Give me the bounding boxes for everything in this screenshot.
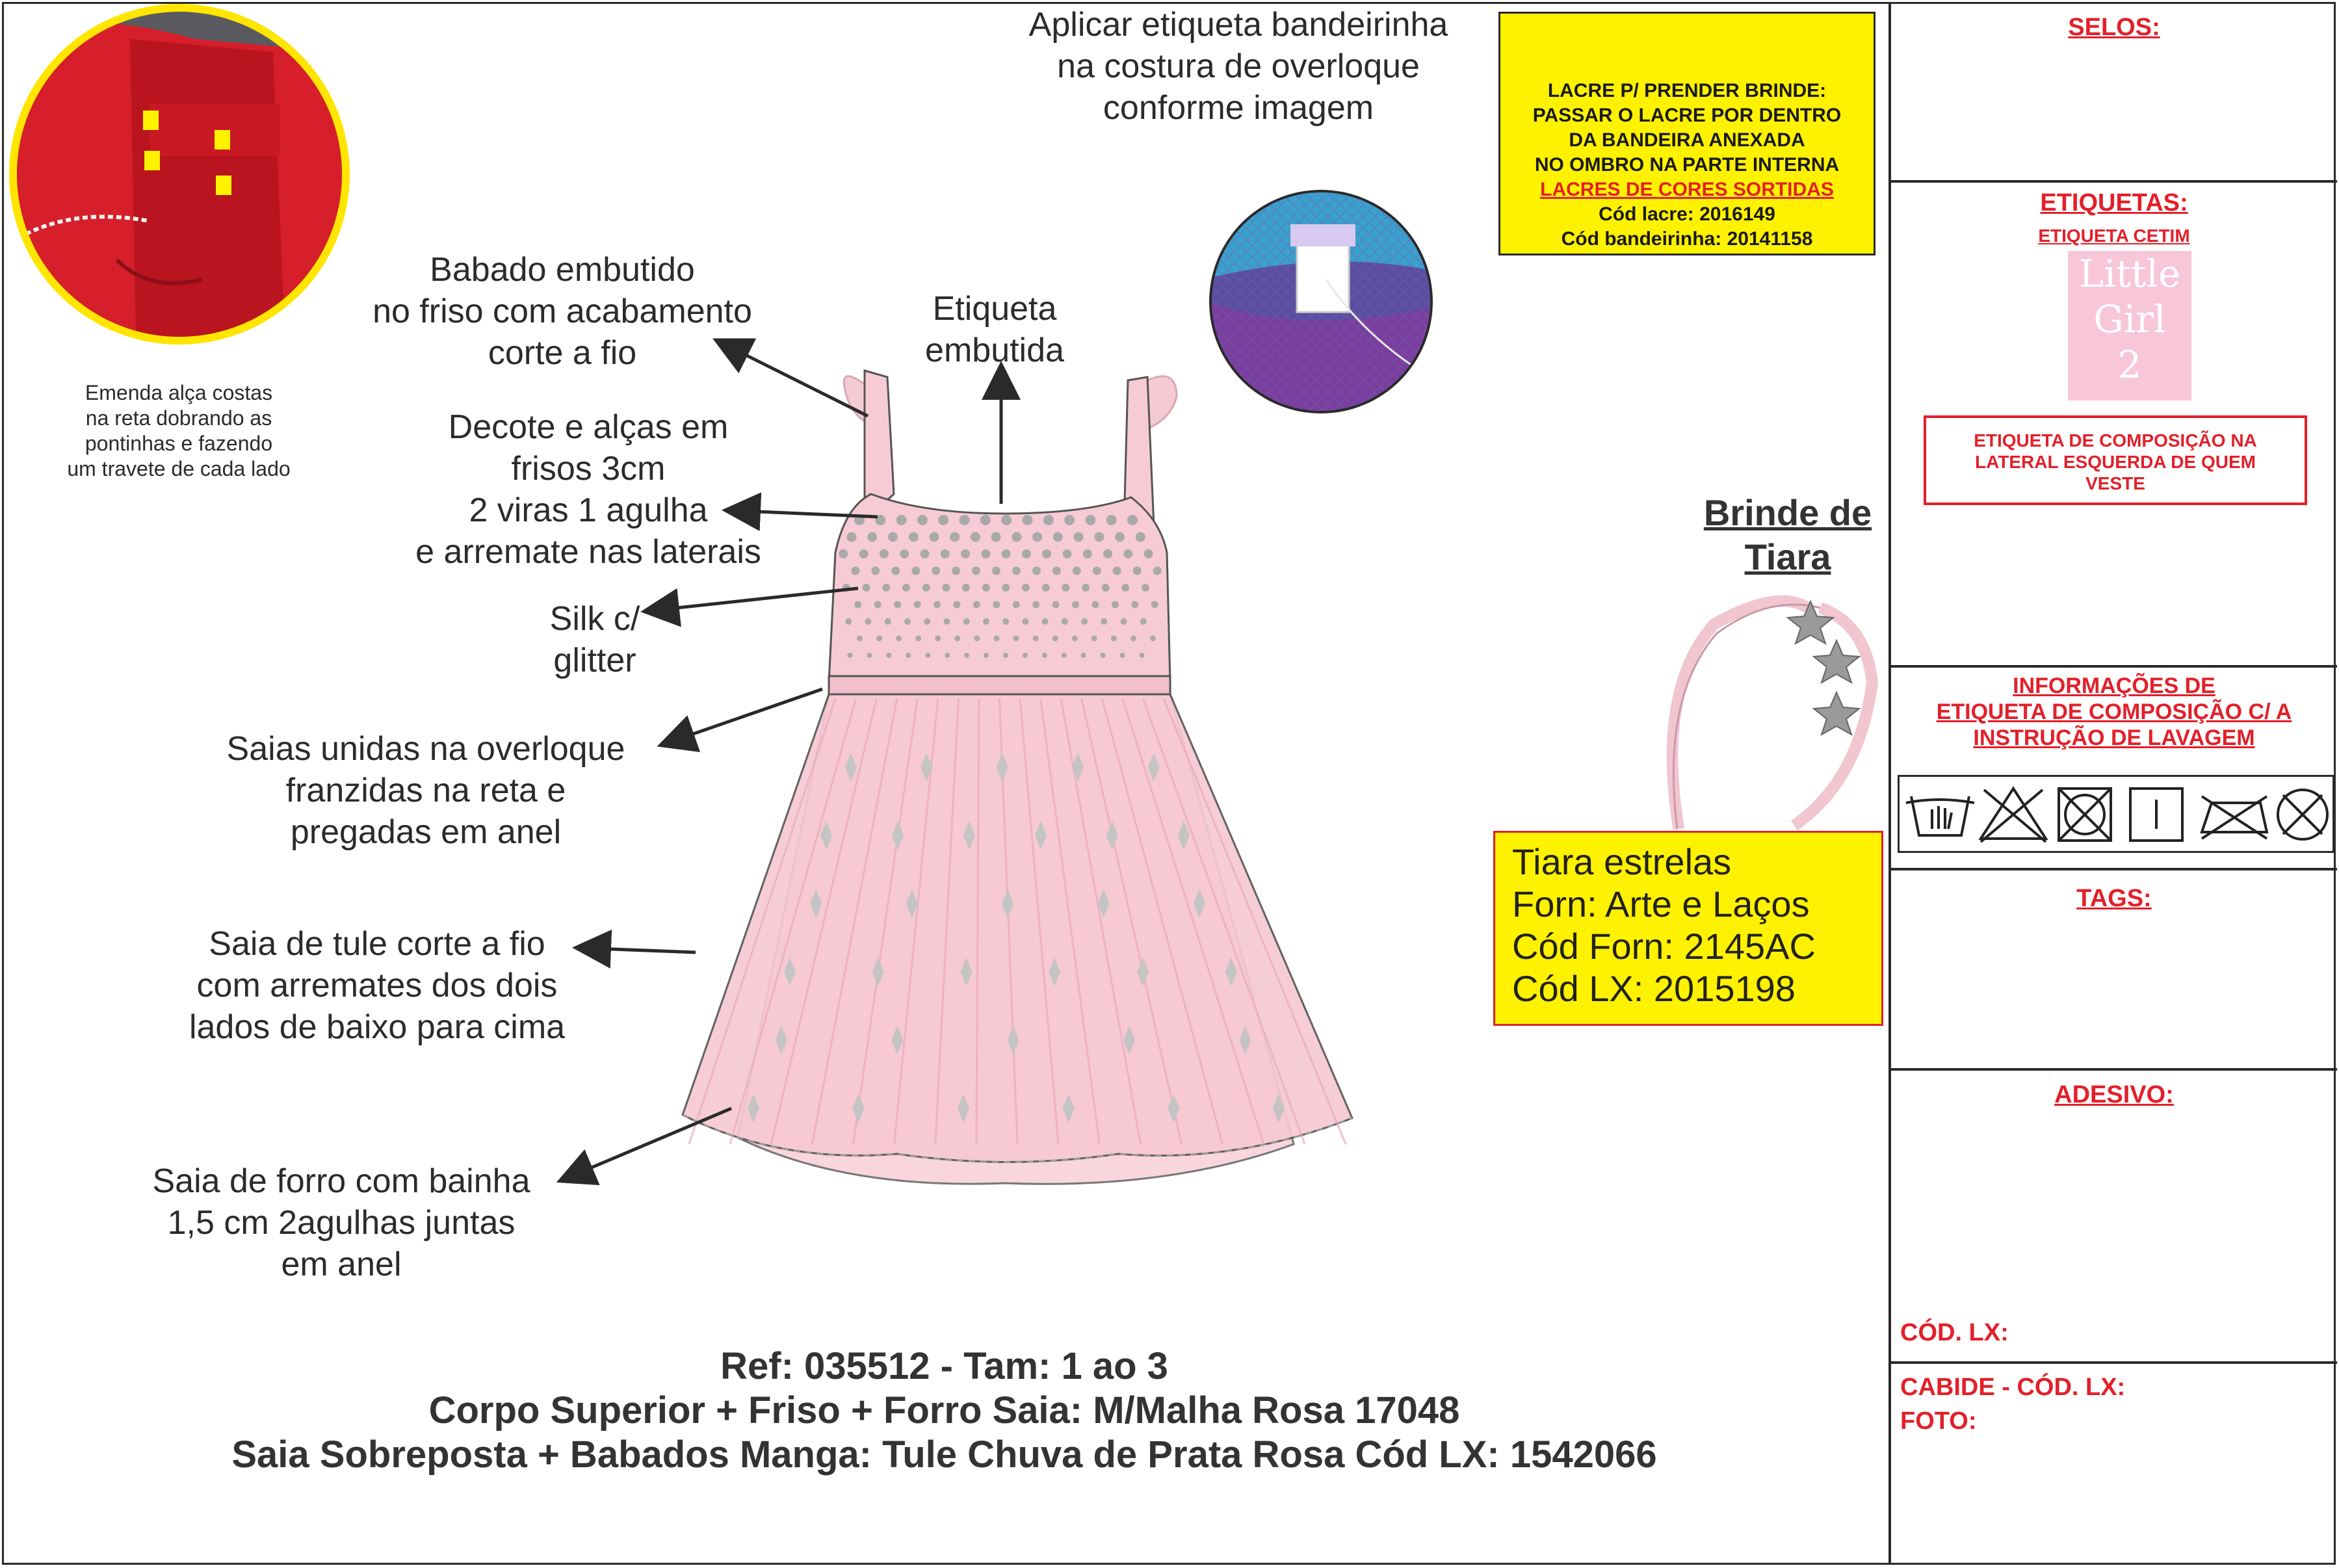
glitter-dot: [1140, 618, 1147, 625]
glitter-dot: [914, 601, 921, 608]
silk-note: Silk c/ glitter: [549, 600, 640, 679]
glitter-dot: [1072, 636, 1078, 642]
glitter-dot: [1083, 549, 1092, 558]
selos-title: SELOS:: [2068, 14, 2160, 41]
glitter-dot: [1023, 653, 1028, 658]
satin-label-title: ETIQUETA CETIM: [2038, 226, 2190, 246]
glitter-dot: [950, 532, 960, 542]
glitter-dot: [917, 515, 928, 525]
glitter-dot: [1042, 549, 1051, 558]
ruffle-note: Babado embutido no friso com acabamento corte a fio: [372, 251, 752, 372]
glitter-dot: [984, 653, 989, 658]
satin-label-sample: Little Girl 2: [2068, 251, 2191, 400]
glitter-dot: [1001, 515, 1012, 525]
glitter-dot: [932, 567, 940, 575]
glitter-dot: [994, 636, 1000, 642]
glitter-dot: [888, 532, 898, 542]
glitter-dot: [983, 618, 989, 625]
glitter-dot: [982, 584, 990, 592]
glitter-dot: [1062, 618, 1068, 625]
glitter-dot: [839, 549, 848, 558]
glitter-dot: [971, 532, 980, 542]
glitter-dot: [896, 636, 902, 642]
glitter-dot: [1043, 515, 1054, 525]
sidebar-section-tags: [1891, 870, 2337, 1071]
glitter-dot: [911, 567, 920, 575]
glitter-dot: [1032, 532, 1042, 542]
glitter-dot: [1023, 515, 1033, 525]
tags-title: TAGS:: [2076, 885, 2152, 912]
sidebar-section-cabide: [1891, 1364, 2337, 1565]
glitter-dot: [929, 532, 939, 542]
glitter-dot: [924, 618, 930, 625]
glitter-dot: [1002, 618, 1009, 625]
glitter-dot: [874, 601, 882, 608]
sidebar-section-informacoes: [1891, 668, 2337, 870]
glitter-dot: [886, 653, 891, 658]
glitter-dot: [1081, 653, 1086, 658]
glitter-dot: [845, 618, 852, 625]
glitter-dot: [953, 601, 960, 608]
glitter-dot: [1012, 567, 1021, 575]
glitter-dot: [867, 532, 877, 542]
glitter-dot: [915, 636, 921, 642]
glitter-dot: [1144, 549, 1153, 558]
glitter-dot: [1101, 653, 1106, 658]
glitter-dot: [993, 601, 1000, 608]
glitter-dot: [1127, 515, 1138, 525]
glitter-dot: [921, 549, 930, 558]
glitter-dot: [1042, 584, 1050, 592]
glitter-dot: [1052, 601, 1060, 608]
glitter-dot: [1082, 584, 1090, 592]
adesivo-title: ADESIVO:: [2054, 1081, 2174, 1108]
glitter-dot: [1120, 653, 1125, 658]
sidebar-section-etiquetas: [1891, 183, 2337, 668]
glitter-dot: [1012, 532, 1021, 542]
glitter-dot: [1064, 515, 1075, 525]
glitter-dot: [943, 618, 950, 625]
glitter-dot: [1062, 584, 1069, 592]
glitter-dot: [902, 584, 910, 592]
glitter-dot: [857, 636, 863, 642]
glitter-dot: [1150, 636, 1156, 642]
composition-label-note: ETIQUETA DE COMPOSIÇÃO NA LATERAL ESQUERDA DE QUEM VESTE: [1924, 415, 2307, 505]
glitter-dot: [1115, 532, 1125, 542]
no-tumble-dry-icon: [2059, 789, 2111, 841]
glitter-dot: [900, 549, 909, 558]
glitter-dot: [1032, 567, 1041, 575]
glitter-dot: [1072, 601, 1079, 608]
glitter-dot: [1130, 636, 1136, 642]
glitter-dot: [963, 618, 970, 625]
glitter-dot: [1106, 515, 1117, 525]
glitter-dot: [1091, 636, 1097, 642]
glitter-dot: [1093, 567, 1101, 575]
glitter-dot: [1133, 567, 1142, 575]
glitter-dot: [935, 636, 941, 642]
glitter-dot: [1111, 636, 1117, 642]
glitter-dot: [1032, 601, 1039, 608]
glitter-dot: [991, 532, 1001, 542]
glitter-dot: [1052, 567, 1061, 575]
glitter-dot: [1042, 618, 1049, 625]
footer-ref: Ref: 035512 - Tam: 1 ao 3: [720, 1345, 1168, 1387]
assorted-seals-note: LACRES DE CORES SORTIDAS: [1540, 179, 1834, 200]
glitter-dot: [945, 653, 950, 658]
glitter-dot: [942, 584, 950, 592]
flag-label-photo: [1203, 185, 1443, 416]
tulle-note: Saia de tule corte a fio com arremates dos dois lados de baixo para cima: [189, 925, 566, 1046]
footer-skirt-fabric: Saia Sobreposta + Babados Manga: Tule Chuva de Prata Rosa Cód LX: 1542066: [231, 1433, 1657, 1476]
glitter-dot: [981, 549, 990, 558]
seal-instructions-box: LACRE P/ PRENDER BRINDE: PASSAR O LACRE POR DENTRO DA BANDEIRA ANEXADA NO OMBRO NA PARTE INTERNA LACRES DE CORES SORTIDAS Cód lacre: 2016149 Cód bandeirinha: 20141158: [1498, 12, 1875, 255]
gift-heading: Brinde de Tiara: [1703, 492, 1872, 577]
no-bleach-icon: [1981, 789, 2046, 842]
glitter-dot: [1073, 567, 1081, 575]
glitter-dot: [859, 549, 869, 558]
embedded-label-note: Etiqueta embutida: [925, 290, 1064, 369]
glitter-dot: [1103, 549, 1112, 558]
glitter-dot: [1112, 601, 1119, 608]
glitter-dot: [867, 653, 872, 658]
glitter-dot: [941, 549, 950, 558]
glitter-dot: [973, 601, 980, 608]
glitter-dot: [1022, 549, 1031, 558]
glitter-dot: [961, 549, 970, 558]
glitter-dot: [960, 515, 970, 525]
glitter-dot: [1123, 549, 1132, 558]
glitter-dot: [1121, 584, 1129, 592]
glitter-dot: [891, 567, 900, 575]
glitter-dot: [882, 584, 890, 592]
sidebar-section-selos: [1891, 2, 2337, 183]
glitter-dot: [1136, 532, 1145, 542]
no-iron-icon: [2202, 796, 2267, 839]
neckline-note: Decote e alças em frisos 3cm 2 viras 1 agulha e arremate nas laterais: [415, 408, 761, 571]
glitter-dot: [1151, 601, 1158, 608]
glitter-dot: [1013, 636, 1019, 642]
glitter-dot: [863, 584, 870, 592]
glitter-dot: [876, 636, 882, 642]
glitter-dot: [1062, 653, 1067, 658]
no-dry-clean-icon: [2278, 790, 2327, 839]
skirts-note: Saias unidas na overloque franzidas na reta e pregadas em anel: [226, 730, 625, 851]
glitter-dot: [974, 636, 980, 642]
glitter-dot: [1002, 584, 1010, 592]
glitter-dot: [1022, 584, 1030, 592]
glitter-dot: [1053, 532, 1063, 542]
glitter-dot: [1063, 549, 1072, 558]
splice-note: Emenda alça costas na reta dobrando as pontinhas e fazendo um travete de cada lado: [67, 381, 291, 480]
glitter-dot: [851, 567, 859, 575]
sidebar-section-adesivo: [1891, 1071, 2337, 1364]
etiquetas-title: ETIQUETAS:: [2040, 189, 2188, 216]
glitter-dot: [1140, 653, 1145, 658]
glitter-dot: [904, 618, 911, 625]
glitter-dot: [1153, 567, 1162, 575]
glitter-dot: [1013, 601, 1020, 608]
glitter-dot: [1052, 636, 1058, 642]
glitter-dot: [871, 567, 880, 575]
glitter-dot: [1002, 549, 1011, 558]
glitter-dot: [952, 567, 960, 575]
line-dry-icon: [2130, 789, 2182, 841]
glitter-dot: [894, 601, 901, 608]
glitter-dot: [962, 584, 970, 592]
glitter-dot: [1113, 567, 1121, 575]
glitter-dot: [1131, 601, 1138, 608]
glitter-dot: [896, 515, 907, 525]
glitter-dot: [1094, 532, 1104, 542]
glitter-dot: [954, 636, 960, 642]
glitter-dot: [1033, 636, 1039, 642]
care-info-title: INFORMAÇÕES DE ETIQUETA DE COMPOSIÇÃO C/ A INSTRUÇÃO DE LAVAGEM: [1936, 673, 2292, 750]
glitter-dot: [1085, 515, 1095, 525]
glitter-dot: [854, 601, 861, 608]
glitter-dot: [992, 567, 1000, 575]
glitter-dot: [880, 549, 889, 558]
glitter-dot: [1101, 618, 1107, 625]
footer-body-fabric: Corpo Superior + Friso + Forro Saia: M/Malha Rosa 17048: [428, 1389, 1460, 1431]
glitter-dot: [964, 653, 969, 658]
glitter-dot: [906, 653, 911, 658]
hand-wash-icon: [1906, 796, 1974, 835]
glitter-dot: [847, 532, 857, 542]
glitter-dot: [925, 653, 930, 658]
glitter-dot: [865, 618, 871, 625]
glitter-dot: [980, 515, 991, 525]
glitter-dot: [885, 618, 891, 625]
glitter-dot: [934, 601, 941, 608]
glitter-dot: [1121, 618, 1127, 625]
lining-note: Saia de forro com bainha 1,5 cm 2agulhas juntas em anel: [152, 1162, 530, 1283]
tiara-illustration: [1673, 601, 1872, 829]
cod-lx-label: CÓD. LX:: [1900, 1319, 2009, 1346]
glitter-dot: [938, 515, 948, 525]
glitter-dot: [1081, 618, 1088, 625]
glitter-dot: [909, 532, 919, 542]
glitter-dot: [1102, 584, 1110, 592]
strap-splice-detail-photo: [0, 0, 364, 364]
flag-label-note: Aplicar etiqueta bandeirinha na costura de overloque conforme imagem: [1028, 6, 1448, 127]
glitter-dot: [848, 653, 853, 658]
gift-info-box: Tiara estrelas Forn: Arte e Laços Cód Forn: 2145AC Cód LX: 2015198: [1493, 831, 1883, 1026]
glitter-dot: [1022, 618, 1028, 625]
glitter-dot: [922, 584, 930, 592]
glitter-dot: [1142, 584, 1149, 592]
spec-sidebar: [1888, 2, 2337, 1565]
glitter-dot: [1074, 532, 1084, 542]
glitter-dot: [972, 567, 980, 575]
hanger-photo-labels: CABIDE - CÓD. LX: FOTO:: [1900, 1374, 2126, 1435]
glitter-dot: [1042, 653, 1047, 658]
glitter-dot: [1003, 653, 1008, 658]
care-symbols-strip: [1898, 775, 2334, 853]
glitter-dot: [1092, 601, 1099, 608]
